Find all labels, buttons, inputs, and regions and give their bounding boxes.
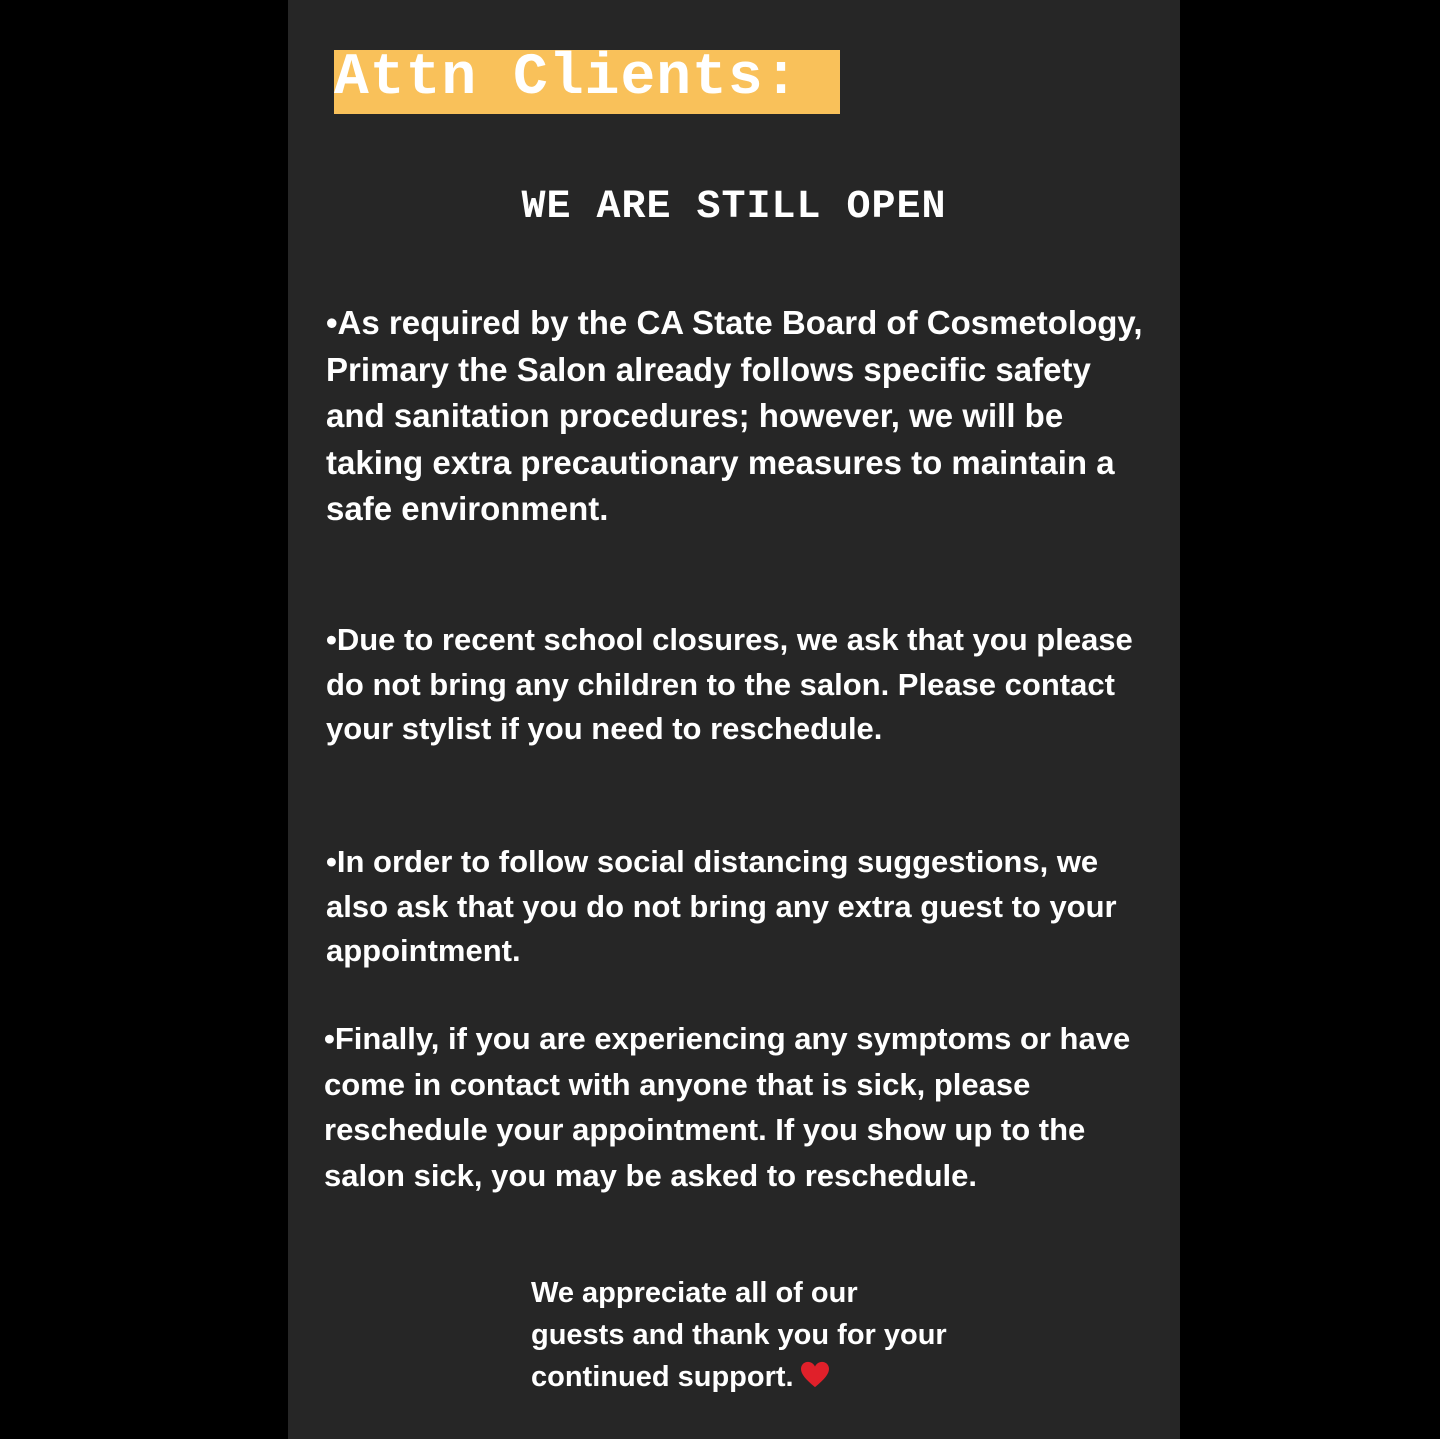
paragraph-distancing: •In order to follow social distancing suggestions, we also ask that you do not bring any extra guest to your appointment.	[326, 844, 1117, 968]
paragraph-children: •Due to recent school closures, we ask that you please do not bring any children to the salon. Please contact your stylist if you need to reschedule.	[326, 622, 1133, 746]
paragraph-symptoms: •Finally, if you are experiencing any symptoms or have come in contact with anyone that is sick, please reschedule your appointment. If you show up to the salon sick, you may be asked to reschedule.	[324, 1021, 1131, 1193]
story-card	[288, 0, 1180, 1439]
title-highlight	[334, 46, 840, 114]
closing-message	[531, 1272, 951, 1398]
closing-text: We appreciate all of our guests and thank you for your continued support.	[531, 1277, 947, 1393]
notice-title: Attn Clients:	[334, 46, 800, 111]
heart-icon	[800, 1361, 830, 1389]
notice-headline: WE ARE STILL OPEN	[521, 185, 947, 230]
paragraph-safety: •As required by the CA State Board of Cosmetology, Primary the Salon already follows specific safety and sanitation procedures; however, we will be taking extra precautionary measures to maintain a safe environment.	[326, 304, 1143, 527]
